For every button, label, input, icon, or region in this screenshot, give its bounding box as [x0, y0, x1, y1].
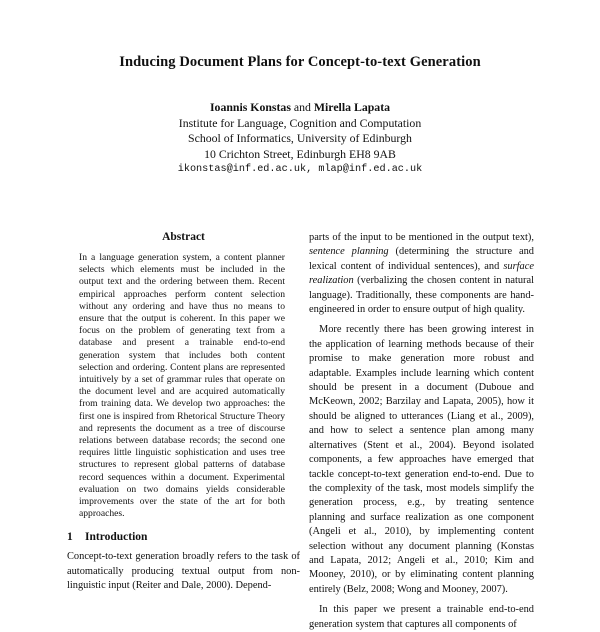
author-conjunction: and	[293, 100, 311, 114]
introduction-paragraph: Concept-to-text generation broadly refers to the task of automatically producing textual output from non-linguistic input (Reiter and Dale, 2000). Depend-	[67, 551, 300, 592]
right-paragraph-2: More recently there has been growing interest in the application of learning methods because of their promise to make generation more robust and adaptable. Examples include learning which content should be present in a document (Duboue and McKeown, 2002; Barzilay and Lapata, 2005), how it should be aligned to utterances (Liang et al., 2009), and how to select a sentence plan among many alternatives (Stent et al., 2004). Beyond isolated components, a few approaches have emerged that tackle concept-to-text generation end-to-end. Due to the complexity of the task, most models simplify the generation process, e.g., by treating sentence planning and surface realization as one component (Angeli et al., 2010), by implementing content selection without any document planning (Konstas and Lapata, 2012; Angeli et al., 2010; Kim and Mooney, 2010), or by eliminating content planning entirely (Belz, 2008; Wong and Mooney, 2007).	[309, 324, 534, 595]
author-emails: ikonstas@inf.ed.ac.uk, mlap@inf.ed.ac.uk	[177, 164, 423, 176]
author-names	[0, 100, 600, 116]
abstract-text: In a language generation system, a content planner selects which elements must be included in the output text and the ordering between them. Recent empirical approaches perform content selection without any ordering and have thus no means to ensure that the output is coherent. In this paper we focus on the problem of generating text from a database and present a trainable end-to-end generation system that includes both content selection and ordering. Content plans are represented intuitively by a set of grammar rules that operate on the document level and are acquired automatically from training data. We develop two approaches: the first one is inspired from Rhetorical Structure Theory and represents the document as a tree of discourse relations between database records; the second one requires little linguistic sophistication and uses tree structures to represent global patterns of database record sequences within a document. Experimental evaluation on two domains yields considerable improvements over the state of the art for both approaches.	[79, 252, 285, 520]
left-column	[67, 231, 300, 593]
p1-text-b: (determining the structure and lexical content of individual sentences), and	[309, 246, 534, 272]
p1-text-c: (verbalizing the chosen content in natural language). Traditionally, these components are hand-engineered in order to ensure output of high quality.	[309, 275, 534, 316]
right-paragraph-1	[309, 231, 534, 317]
author-block	[0, 100, 600, 178]
author-2: Mirella Lapata	[313, 100, 391, 114]
affiliation-line-1: Institute for Language, Cognition and Computation	[178, 115, 422, 130]
term-surface-realization: surface realization	[309, 260, 534, 287]
right-column	[309, 231, 534, 632]
affiliation-line-2: School of Informatics, University of Edinburgh	[188, 131, 412, 146]
introduction-heading	[67, 531, 300, 543]
section-title: Introduction	[85, 531, 148, 544]
term-sentence-planning: sentence planning	[309, 246, 389, 258]
p1-text-a: parts of the input to be mentioned in the output text),	[309, 232, 534, 243]
section-number: 1	[67, 531, 73, 544]
paper-title: Inducing Document Plans for Concept-to-text Generation	[119, 54, 481, 70]
address-line: 10 Crichton Street, Edinburgh EH8 9AB	[204, 146, 396, 161]
right-paragraph-3: In this paper we present a trainable end-to-end generation system that captures all components of	[309, 604, 534, 630]
abstract-heading: Abstract	[162, 231, 205, 243]
author-1: Ioannis Konstas	[209, 100, 291, 114]
